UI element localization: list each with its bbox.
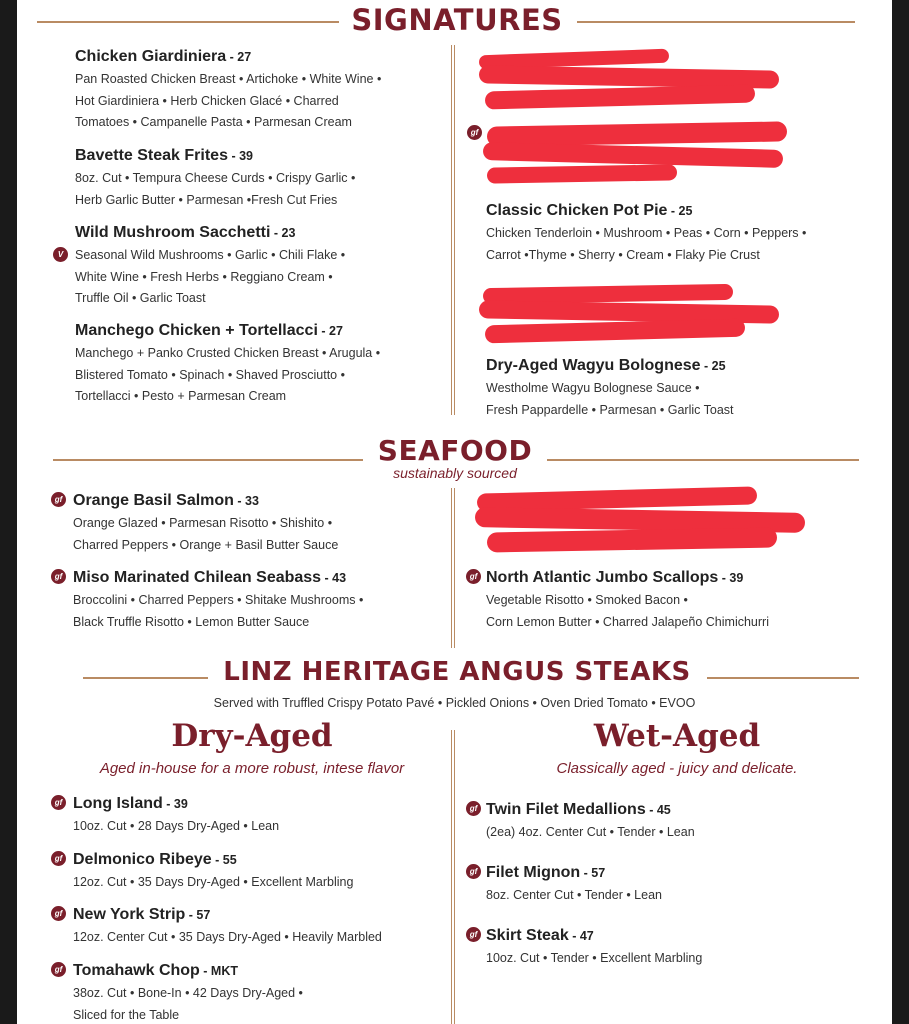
- item-price: - 39: [162, 797, 188, 811]
- dry-aged-subheading: Aged in-house for a more robust, intese flavor: [99, 760, 405, 777]
- gluten-free-badge-icon: gf: [466, 927, 481, 942]
- item-description-line: 8oz. Center Cut • Tender • Lean: [486, 888, 662, 902]
- redaction-mark: [483, 142, 783, 168]
- menu-item-north-atlantic-jumbo-scallops: [486, 568, 856, 633]
- item-description-line: Truffle Oil • Garlic Toast: [75, 291, 206, 305]
- gluten-free-badge-icon: gf: [467, 125, 482, 140]
- menu-item-miso-marinated-chilean-seabass: [73, 568, 443, 633]
- item-description-line: 10oz. Cut • Tender • Excellent Marbling: [486, 951, 703, 965]
- item-name: Chicken Giardiniera: [75, 48, 227, 65]
- item-description-line: Hot Giardiniera • Herb Chicken Glacé • Charred: [75, 93, 339, 108]
- gluten-free-badge-icon: gf: [466, 864, 481, 879]
- item-description-line: Pan Roasted Chicken Breast • Artichoke • White Wine •: [75, 72, 382, 86]
- wet-aged-heading: Wet-Aged: [593, 718, 761, 754]
- item-name: Orange Basil Salmon: [73, 492, 234, 509]
- menu-page: [17, 0, 892, 1024]
- menu-item-wild-mushroom-sacchetti: [75, 223, 445, 310]
- gluten-free-badge-icon: gf: [51, 795, 66, 810]
- item-name: Tomahawk Chop: [73, 962, 200, 979]
- gluten-free-badge-icon: gf: [51, 492, 66, 507]
- gluten-free-badge-icon: gf: [51, 906, 66, 921]
- item-description-line: Black Truffle Risotto • Lemon Butter Sauce: [73, 614, 310, 629]
- menu-item-orange-basil-salmon: [73, 491, 443, 556]
- item-description-line: Herb Garlic Butter • Parmesan •Fresh Cut Fries: [75, 192, 338, 207]
- item-name: Bavette Steak Frites: [75, 147, 228, 164]
- item-price: - 57: [185, 908, 211, 922]
- menu-item-tomahawk-chop: [73, 961, 443, 1024]
- seafood-title: SEAFOOD: [377, 434, 533, 467]
- gluten-free-badge-icon: gf: [51, 962, 66, 977]
- item-price: - 25: [700, 359, 726, 373]
- signatures-rule-left: [37, 21, 339, 23]
- item-description-line: Broccolini • Charred Peppers • Shitake Mushrooms •: [73, 593, 364, 607]
- item-description-line: Seasonal Wild Mushrooms • Garlic • Chili Flake •: [75, 248, 346, 262]
- item-price: - 55: [211, 853, 237, 867]
- menu-item-chicken-giardiniera: [75, 47, 445, 134]
- item-price: - 33: [233, 494, 259, 508]
- item-price: - 23: [270, 226, 296, 240]
- gluten-free-badge-icon: gf: [466, 569, 481, 584]
- seafood-rule-right: [547, 459, 859, 461]
- item-name: Filet Mignon: [486, 864, 581, 881]
- signatures-column-divider: [451, 45, 455, 415]
- item-name: Long Island: [73, 795, 163, 812]
- item-description-line: Tomatoes • Campanelle Pasta • Parmesan Cream: [75, 115, 352, 129]
- item-price: - 39: [227, 149, 253, 163]
- redaction-mark: [485, 319, 745, 344]
- item-name: Dry-Aged Wagyu Bolognese: [486, 357, 701, 374]
- steaks-served-with: Served with Truffled Crispy Potato Pavé • Pickled Onions • Oven Dried Tomato • EVOO: [213, 696, 696, 710]
- item-description-line: (2ea) 4oz. Center Cut • Tender • Lean: [486, 825, 695, 839]
- item-price: - 27: [317, 324, 343, 338]
- seafood-subtitle: sustainably sourced: [393, 465, 517, 481]
- redaction-mark: [487, 164, 677, 183]
- item-name: Manchego Chicken + Tortellacci: [75, 322, 318, 339]
- item-description-line: 10oz. Cut • 28 Days Dry-Aged • Lean: [73, 819, 280, 833]
- item-price: - 47: [568, 929, 594, 943]
- menu-item-classic-chicken-pot-pie: [486, 201, 856, 266]
- steaks-column-divider: [451, 730, 455, 1024]
- menu-item-filet-mignon: [486, 863, 856, 907]
- dry-aged-heading: Dry-Aged: [171, 718, 333, 754]
- item-description-line: Carrot •Thyme • Sherry • Cream • Flaky Pie Crust: [486, 247, 760, 262]
- item-description-line: Blistered Tomato • Spinach • Shaved Prosciutto •: [75, 367, 345, 382]
- menu-item-long-island: [73, 794, 443, 838]
- item-name: Skirt Steak: [486, 927, 569, 944]
- menu-item-delmonico-ribeye: [73, 850, 443, 894]
- item-description-line: 38oz. Cut • Bone-In • 42 Days Dry-Aged •: [73, 986, 303, 1000]
- item-description-line: Sliced for the Table: [73, 1007, 180, 1022]
- signatures-title: SIGNATURES: [351, 3, 563, 37]
- item-price: - MKT: [199, 964, 239, 978]
- redaction-mark: [487, 527, 777, 552]
- seafood-rule-left: [53, 459, 363, 461]
- signatures-rule-right: [577, 21, 855, 23]
- item-name: Classic Chicken Pot Pie: [486, 202, 668, 219]
- item-name: Twin Filet Medallions: [486, 801, 646, 818]
- item-name: Delmonico Ribeye: [73, 851, 212, 868]
- item-description-line: Charred Peppers • Orange + Basil Butter Sauce: [73, 537, 339, 552]
- item-name: Wild Mushroom Sacchetti: [75, 224, 271, 241]
- item-description-line: 12oz. Center Cut • 35 Days Dry-Aged • Heavily Marbled: [73, 930, 382, 944]
- item-price: - 27: [226, 50, 252, 64]
- menu-item-bavette-steak-frites: [75, 146, 445, 211]
- menu-item-twin-filet-medallions: [486, 800, 856, 844]
- item-price: - 57: [580, 866, 606, 880]
- steaks-title: LINZ HERITAGE ANGUS STEAKS: [223, 657, 691, 687]
- gluten-free-badge-icon: gf: [466, 801, 481, 816]
- item-description-line: White Wine • Fresh Herbs • Reggiano Cream •: [75, 269, 333, 284]
- item-description-line: Corn Lemon Butter • Charred Jalapeño Chimichurri: [486, 614, 769, 629]
- item-description-line: Orange Glazed • Parmesan Risotto • Shishito •: [73, 516, 333, 530]
- seafood-column-divider: [451, 488, 455, 648]
- item-description-line: Westholme Wagyu Bolognese Sauce •: [486, 381, 700, 395]
- menu-item-new-york-strip: [73, 905, 443, 949]
- item-name: Miso Marinated Chilean Seabass: [73, 569, 322, 586]
- item-name: North Atlantic Jumbo Scallops: [486, 569, 719, 586]
- vegetarian-badge-icon: V: [53, 247, 68, 262]
- item-description-line: Tortellacci • Pesto + Parmesan Cream: [75, 389, 287, 403]
- menu-item-manchego-chicken-tortellacci: [75, 321, 445, 408]
- item-description-line: Fresh Pappardelle • Parmesan • Garlic Toast: [486, 402, 734, 417]
- gluten-free-badge-icon: gf: [51, 851, 66, 866]
- item-price: - 43: [321, 571, 347, 585]
- wet-aged-subheading: Classically aged - juicy and delicate.: [556, 760, 798, 777]
- item-price: - 39: [718, 571, 744, 585]
- steaks-rule-left: [83, 677, 208, 679]
- item-description-line: 12oz. Cut • 35 Days Dry-Aged • Excellent Marbling: [73, 875, 354, 889]
- menu-item-skirt-steak: [486, 926, 856, 970]
- item-price: - 45: [645, 803, 671, 817]
- steaks-rule-right: [707, 677, 859, 679]
- redaction-mark: [485, 84, 755, 109]
- item-price: - 25: [667, 204, 693, 218]
- item-description-line: Vegetable Risotto • Smoked Bacon •: [486, 593, 688, 607]
- item-description-line: Chicken Tenderloin • Mushroom • Peas • Corn • Peppers •: [486, 226, 807, 240]
- gluten-free-badge-icon: gf: [51, 569, 66, 584]
- item-description-line: Manchego + Panko Crusted Chicken Breast • Arugula •: [75, 346, 381, 360]
- item-description-line: 8oz. Cut • Tempura Cheese Curds • Crispy Garlic •: [75, 171, 356, 185]
- menu-item-dry-aged-wagyu-bolognese: [486, 356, 856, 421]
- item-name: New York Strip: [73, 906, 186, 923]
